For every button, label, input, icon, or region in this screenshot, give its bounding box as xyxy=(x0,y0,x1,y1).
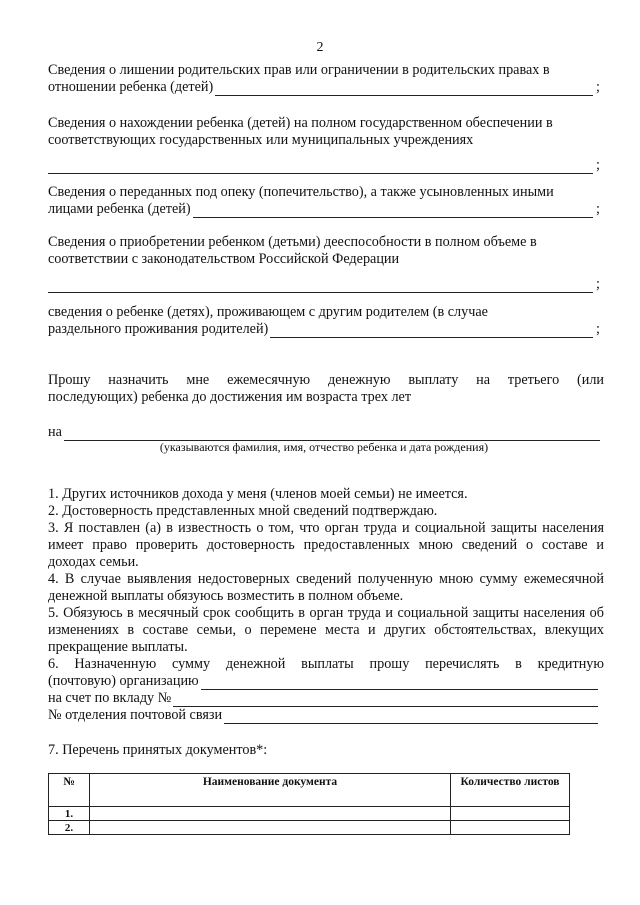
section-line: соответствии с законодательством Российской Федерации xyxy=(48,251,400,267)
section-line: ; xyxy=(48,276,600,293)
section-line: Сведения о приобретении ребенком (детьми) дееспособности в полном объеме в xyxy=(48,234,537,250)
section-other-parent xyxy=(48,304,600,338)
account-label: на счет по вкладу № xyxy=(48,690,172,706)
statement-3: 3. Я поставлен (а) в известность о том, что орган труда и социальной защиты населения имеет право проверить достоверность предоставленных мною сведений о составе и доходах семьи. xyxy=(48,520,604,570)
legal-capacity-field[interactable] xyxy=(48,278,593,293)
row-document-name[interactable] xyxy=(90,821,451,835)
documents-table xyxy=(48,773,570,835)
section-line: раздельного проживания родителей) ; xyxy=(48,321,600,337)
row-num: 2. xyxy=(49,821,90,835)
table-row xyxy=(49,807,570,821)
payment-request xyxy=(48,372,604,406)
state-support-field[interactable] xyxy=(48,159,593,174)
section-line: отношении ребенка (детей) ; xyxy=(48,79,600,95)
parental-rights-field[interactable] xyxy=(215,81,593,96)
row-num: 1. xyxy=(49,807,90,821)
organization-field[interactable] xyxy=(201,675,598,690)
header-num: № xyxy=(49,774,90,807)
post-office-line xyxy=(48,707,600,724)
statement-2: 2. Достоверность представленных мной сведений подтверждаю. xyxy=(48,503,438,519)
documents-heading: 7. Перечень принятых документов*: xyxy=(48,742,268,758)
row-document-name[interactable] xyxy=(90,807,451,821)
section-state-support xyxy=(48,115,600,174)
statement-1: 1. Других источников дохода у меня (членов моей семьи) не имеется. xyxy=(48,486,468,502)
section-line: Сведения о лишении родительских прав или ограничении в родительских правах в xyxy=(48,62,550,78)
table-row xyxy=(49,821,570,835)
post-office-label: № отделения почтовой связи xyxy=(48,707,223,723)
table-header xyxy=(49,774,570,807)
statements-list xyxy=(48,486,604,759)
child-info-field[interactable] xyxy=(64,426,600,441)
statement-5: 5. Обязуюсь в месячный срок сообщить в орган труда и социальной защиты населения об изменениях в составе семьи, о перемене места и других обстоятельствах, влекущих прекращение выплаты. xyxy=(48,605,604,655)
section-line: сведения о ребенке (детях), проживающем с другим родителем (в случае xyxy=(48,304,488,320)
page-number: 2 xyxy=(316,40,324,55)
section-legal-capacity xyxy=(48,234,600,293)
account-field[interactable] xyxy=(173,692,598,707)
post-office-field[interactable] xyxy=(224,709,598,724)
guardianship-field[interactable] xyxy=(193,203,593,218)
section-line: ; xyxy=(48,157,600,174)
header-document-name: Наименование документа xyxy=(90,774,451,807)
child-info-caption: (указываются фамилия, имя, отчество ребенка и дата рождения) xyxy=(159,440,489,454)
request-line: Прошу назначить мне ежемесячную денежную выплату на третьего (или xyxy=(48,372,604,388)
request-line: последующих) ребенка до достижения им возраста трех лет xyxy=(48,389,412,405)
row-sheet-count[interactable] xyxy=(451,821,570,835)
section-parental-rights xyxy=(48,62,600,96)
account-line xyxy=(48,690,600,707)
organization-line: (почтовую) организацию xyxy=(48,673,600,690)
section-guardianship xyxy=(48,184,600,218)
row-sheet-count[interactable] xyxy=(451,807,570,821)
other-parent-field[interactable] xyxy=(270,323,593,338)
statement-6: 6. Назначенную сумму денежной выплаты прошу перечислять в кредитную xyxy=(48,656,604,672)
child-info-line xyxy=(48,424,600,441)
section-line: лицами ребенка (детей) ; xyxy=(48,201,600,217)
section-line: Сведения о нахождении ребенка (детей) на полном государственном обеспечении в xyxy=(48,115,553,131)
section-line: соответствующих государственных или муниципальных учреждениях xyxy=(48,132,474,148)
na-label: на xyxy=(48,424,62,440)
statement-4: 4. В случае выявления недостоверных сведений полученную мною сумму ежемесячной денежной выплаты обязуюсь возместить в полном объеме. xyxy=(48,571,604,604)
section-line: Сведения о переданных под опеку (попечительство), а также усыновленных иными xyxy=(48,184,554,200)
header-sheet-count: Количество листов xyxy=(451,774,570,807)
